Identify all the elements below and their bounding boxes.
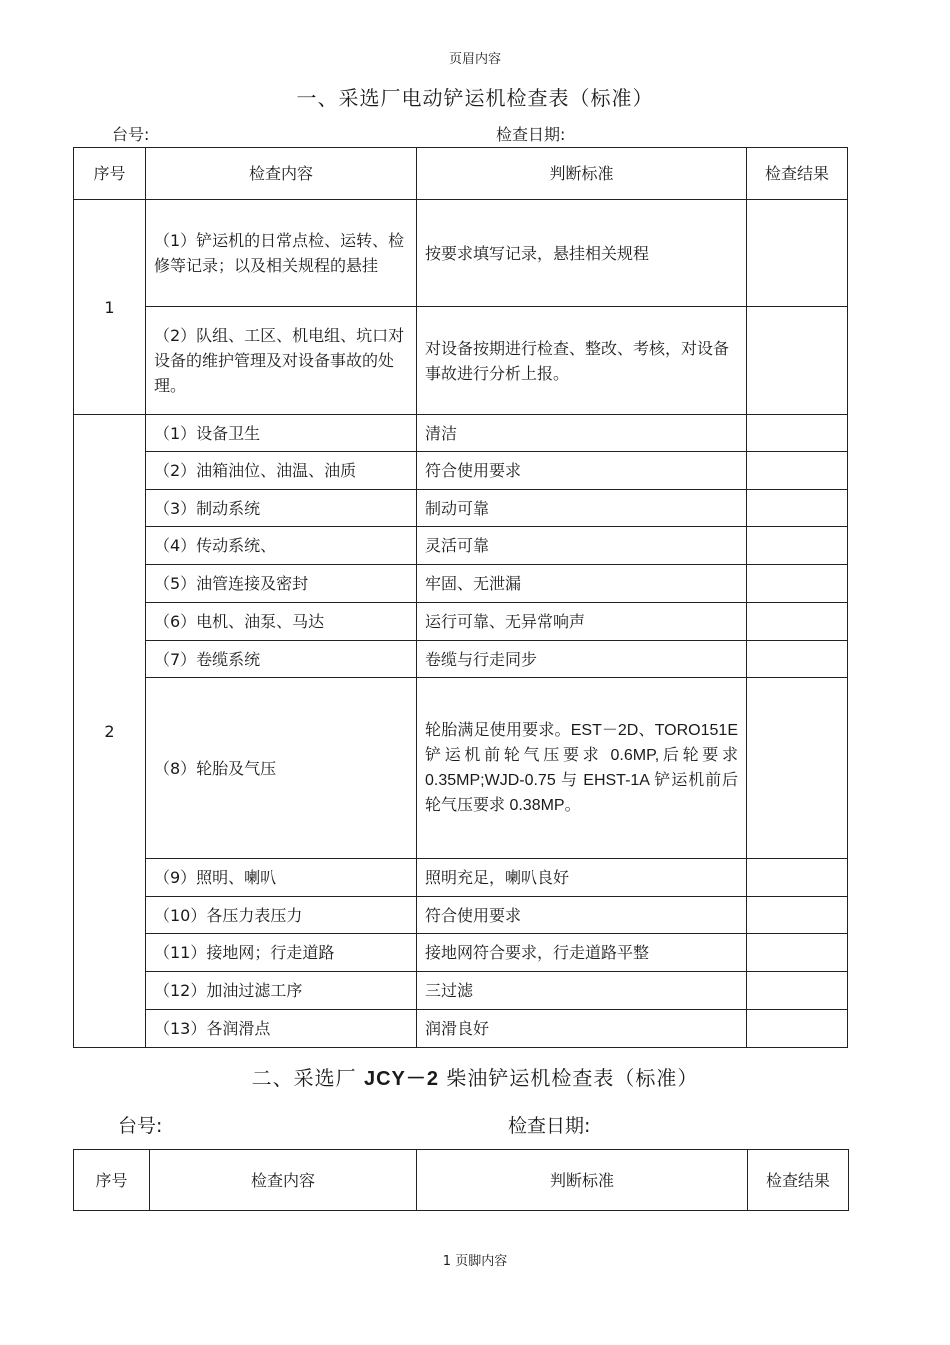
item-result-cell[interactable] bbox=[747, 897, 848, 934]
item-standard: 制动可靠 bbox=[417, 490, 747, 527]
table-row bbox=[74, 934, 848, 972]
item-result-cell[interactable] bbox=[747, 603, 848, 641]
item-standard: 运行可靠、无异常响声 bbox=[417, 603, 747, 641]
item-content: （11）接地网；行走道路 bbox=[146, 934, 417, 972]
item-standard: 符合使用要求 bbox=[417, 897, 747, 934]
item-standard: 照明充足，喇叭良好 bbox=[417, 859, 747, 897]
item-content: （8）轮胎及气压 bbox=[146, 678, 417, 859]
section1-unit-label: 台号: bbox=[112, 125, 150, 144]
item-standard: 灵活可靠 bbox=[417, 527, 747, 565]
item-result-cell[interactable] bbox=[747, 200, 848, 307]
table-row bbox=[74, 859, 848, 897]
item-content: （5）油管连接及密封 bbox=[146, 565, 417, 603]
page-header: 页眉内容 bbox=[448, 52, 501, 67]
item-content: （10）各压力表压力 bbox=[146, 897, 417, 934]
page-footer: 1 页脚内容 bbox=[442, 1254, 508, 1269]
item-content: （12）加油过滤工序 bbox=[146, 972, 417, 1010]
item-standard: 牢固、无泄漏 bbox=[417, 565, 747, 603]
section1-date-label: 检查日期: bbox=[496, 125, 566, 144]
item-result-cell[interactable] bbox=[747, 307, 848, 415]
group-number: 2 bbox=[74, 415, 146, 1048]
column-header-result: 检查结果 bbox=[748, 1150, 849, 1211]
item-result-cell[interactable] bbox=[747, 452, 848, 490]
column-header-content: 检查内容 bbox=[150, 1150, 417, 1211]
column-header-standard: 判断标准 bbox=[417, 148, 747, 200]
group-number: 1 bbox=[74, 200, 146, 415]
table-row bbox=[74, 1010, 848, 1048]
table-row bbox=[74, 200, 848, 307]
table-row bbox=[74, 641, 848, 678]
item-content: （7）卷缆系统 bbox=[146, 641, 417, 678]
item-standard: 对设备按期进行检查、整改、考核，对设备事故进行分析上报。 bbox=[417, 307, 747, 415]
item-result-cell[interactable] bbox=[747, 859, 848, 897]
item-result-cell[interactable] bbox=[747, 415, 848, 452]
item-result-cell[interactable] bbox=[747, 678, 848, 859]
table-header-row bbox=[74, 1150, 849, 1211]
item-result-cell[interactable] bbox=[747, 565, 848, 603]
section2-unit-label: 台号: bbox=[118, 1115, 163, 1137]
item-standard: 轮胎满足使用要求。EST－2D、TORO151E 铲运机前轮气压要求 0.6MP,后轮要求 0.35MP;WJD-0.75 与 EHST-1A 铲运机前后轮气压要求 0.38MP。 bbox=[417, 678, 747, 859]
item-content: （1）铲运机的日常点检、运转、检修等记录；以及相关规程的悬挂 bbox=[146, 200, 417, 307]
table-row bbox=[74, 897, 848, 934]
item-content: （4）传动系统、 bbox=[146, 527, 417, 565]
table-row bbox=[74, 452, 848, 490]
section1-title: 一、采选厂电动铲运机检查表（标准） bbox=[296, 86, 654, 110]
column-header-result: 检查结果 bbox=[747, 148, 848, 200]
item-content: （9）照明、喇叭 bbox=[146, 859, 417, 897]
table-row bbox=[74, 527, 848, 565]
table-row bbox=[74, 603, 848, 641]
section1-inspection-table bbox=[73, 147, 848, 1048]
item-standard: 清洁 bbox=[417, 415, 747, 452]
item-result-cell[interactable] bbox=[747, 1010, 848, 1048]
table-row bbox=[74, 490, 848, 527]
section2-date-label: 检查日期: bbox=[508, 1115, 591, 1137]
item-standard: 润滑良好 bbox=[417, 1010, 747, 1048]
table-row bbox=[74, 565, 848, 603]
column-header-content: 检查内容 bbox=[146, 148, 417, 200]
section2-title bbox=[0, 1062, 950, 1091]
table-row bbox=[74, 972, 848, 1010]
table-header-row bbox=[74, 148, 848, 200]
item-result-cell[interactable] bbox=[747, 972, 848, 1010]
column-header-standard: 判断标准 bbox=[417, 1150, 748, 1211]
item-result-cell[interactable] bbox=[747, 934, 848, 972]
item-standard: 符合使用要求 bbox=[417, 452, 747, 490]
section2-title-suffix: 柴油铲运机检查表（标准） bbox=[446, 1066, 699, 1090]
column-header-no: 序号 bbox=[74, 1150, 150, 1211]
item-result-cell[interactable] bbox=[747, 490, 848, 527]
item-content: （6）电机、油泵、马达 bbox=[146, 603, 417, 641]
section2-inspection-table bbox=[73, 1149, 849, 1211]
item-content: （2）队组、工区、机电组、坑口对设备的维护管理及对设备事故的处理。 bbox=[146, 307, 417, 415]
item-standard: 接地网符合要求，行走道路平整 bbox=[417, 934, 747, 972]
table-row bbox=[74, 307, 848, 415]
table-row bbox=[74, 678, 848, 859]
item-content: （13）各润滑点 bbox=[146, 1010, 417, 1048]
item-result-cell[interactable] bbox=[747, 641, 848, 678]
section2-title-model: JCY－2 bbox=[363, 1068, 440, 1090]
item-standard: 三过滤 bbox=[417, 972, 747, 1010]
item-standard: 卷缆与行走同步 bbox=[417, 641, 747, 678]
item-standard: 按要求填写记录，悬挂相关规程 bbox=[417, 200, 747, 307]
item-content: （3）制动系统 bbox=[146, 490, 417, 527]
table-row bbox=[74, 415, 848, 452]
item-content: （1）设备卫生 bbox=[146, 415, 417, 452]
item-content: （2）油箱油位、油温、油质 bbox=[146, 452, 417, 490]
section2-title-prefix: 二、采选厂 bbox=[251, 1066, 357, 1090]
item-result-cell[interactable] bbox=[747, 527, 848, 565]
column-header-no: 序号 bbox=[74, 148, 146, 200]
